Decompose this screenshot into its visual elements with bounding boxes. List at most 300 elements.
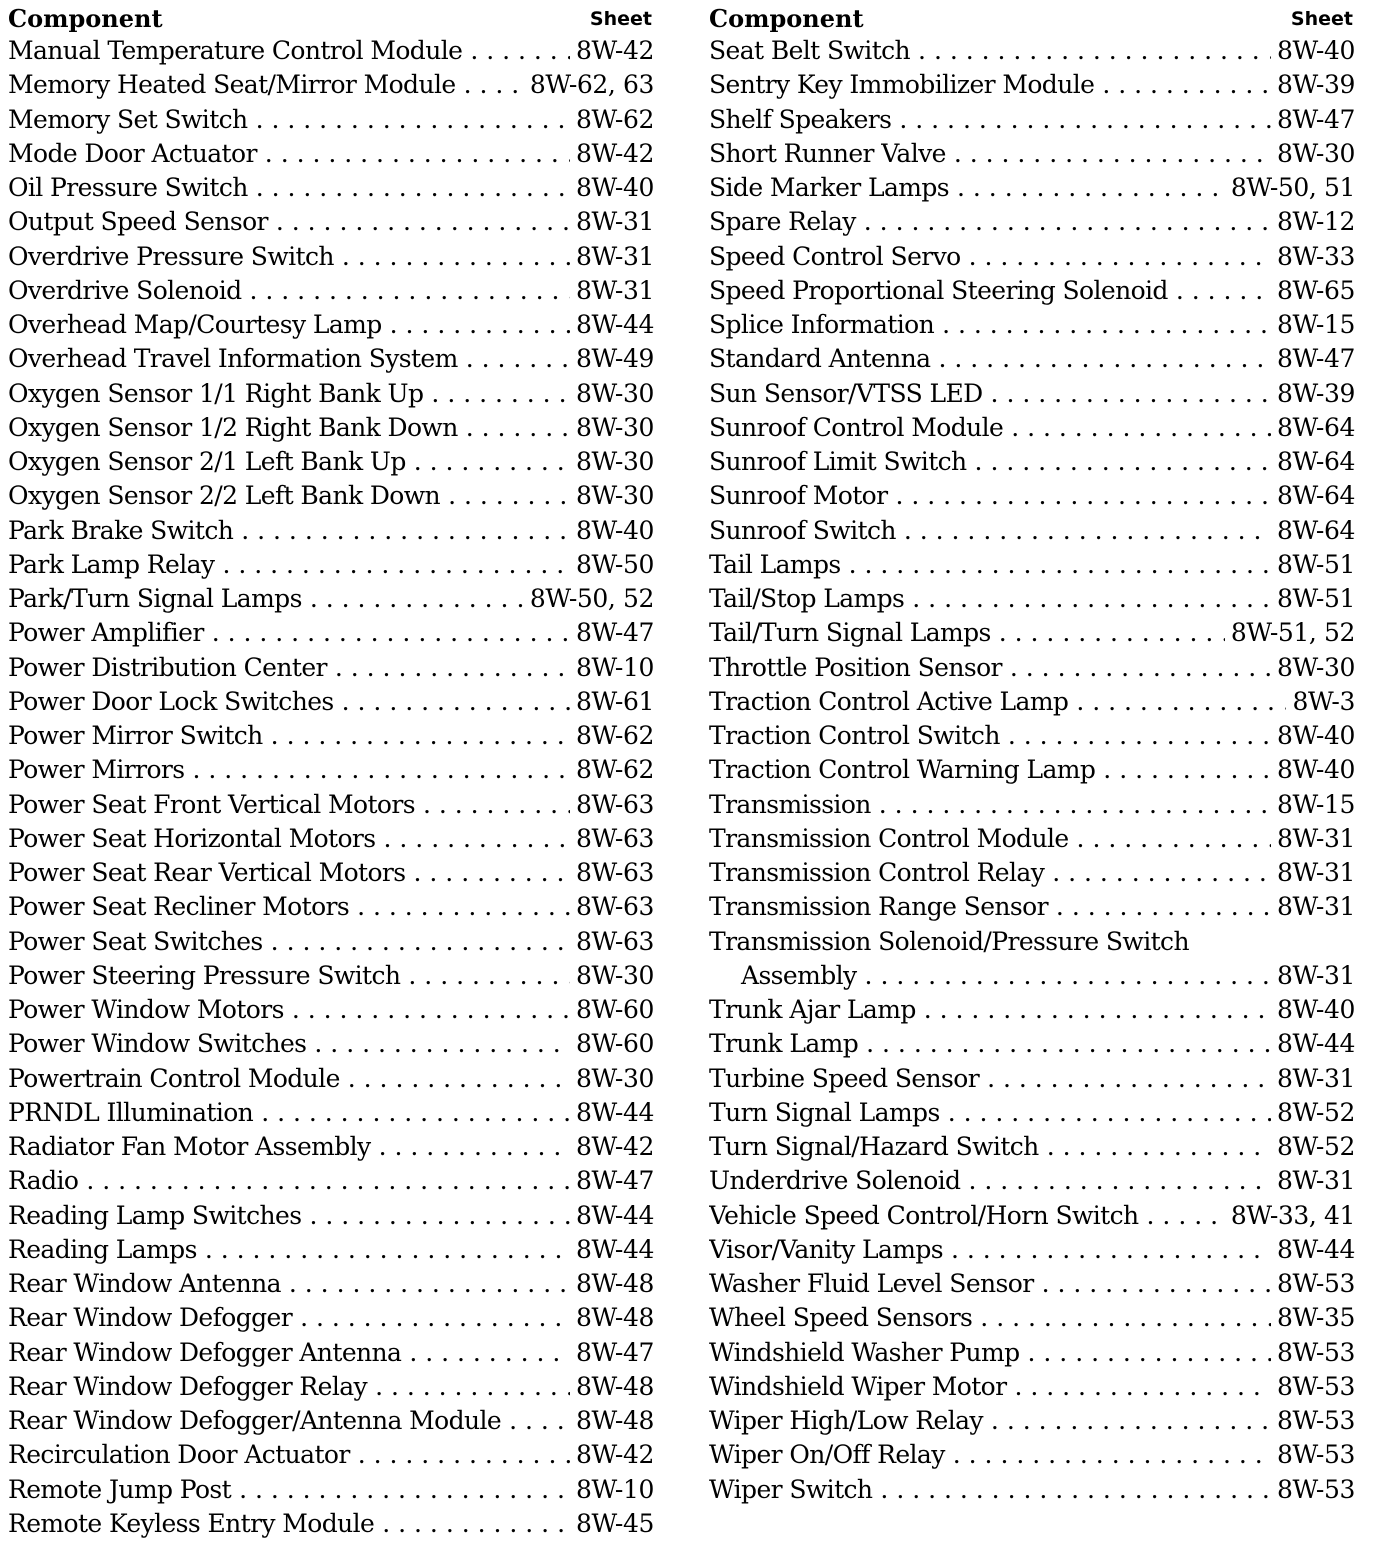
dot-leader	[271, 925, 570, 959]
component-name: Park/Turn Signal Lamps	[8, 584, 302, 613]
index-entry	[8, 856, 654, 890]
sheet-header: Sheet	[1290, 8, 1353, 30]
dot-leader	[470, 34, 570, 68]
dot-leader	[265, 137, 570, 171]
dot-leader	[256, 171, 570, 205]
dot-leader	[212, 616, 570, 650]
index-entry	[709, 1473, 1355, 1507]
index-entry	[709, 753, 1355, 787]
index-entry	[8, 377, 654, 411]
dot-leader	[390, 308, 570, 342]
component-name: Oxygen Sensor 1/1 Right Bank Up	[8, 378, 424, 408]
sheet-number: 8W-35	[1276, 1303, 1355, 1333]
dot-leader	[1076, 685, 1286, 719]
index-entry	[709, 719, 1355, 753]
component-name: Radio	[8, 1166, 79, 1196]
dot-leader	[866, 1027, 1271, 1061]
index-entry	[709, 1336, 1355, 1370]
dot-leader	[466, 411, 570, 445]
index-entry	[709, 1404, 1355, 1438]
index-entry	[8, 514, 654, 548]
dot-leader	[384, 822, 570, 856]
index-entry	[709, 651, 1355, 685]
sheet-number: 8W-53	[1276, 1440, 1355, 1470]
dot-leader	[379, 1130, 570, 1164]
sheet-number: 8W-31	[1276, 1166, 1355, 1196]
sheet-number: 8W-30	[575, 481, 654, 511]
index-entry	[709, 582, 1355, 616]
dot-leader	[292, 993, 570, 1027]
index-entry	[709, 240, 1355, 274]
dot-leader	[300, 1301, 570, 1335]
component-name: Remote Jump Post	[8, 1474, 232, 1504]
left-column-header	[8, 4, 654, 34]
right-entry-list	[709, 34, 1355, 1507]
component-name: Rear Window Defogger/Antenna Module	[8, 1406, 502, 1435]
component-name: Traction Control Warning Lamp	[709, 755, 1096, 785]
index-entry	[8, 1130, 654, 1164]
left-column	[8, 4, 654, 1541]
dot-leader	[918, 34, 1271, 68]
index-entry	[709, 308, 1355, 342]
component-name: Speed Control Servo	[709, 241, 961, 271]
sheet-number: 8W-44	[1276, 1234, 1355, 1264]
index-entry	[8, 890, 654, 924]
dot-leader	[256, 103, 570, 137]
component-name: Sunroof Limit Switch	[709, 447, 967, 476]
dot-leader	[222, 548, 569, 582]
dot-leader	[348, 1062, 570, 1096]
sheet-number: 8W-61	[575, 686, 654, 716]
index-entry	[709, 34, 1355, 68]
component-name: Rear Window Defogger Antenna	[8, 1337, 402, 1367]
dot-leader	[951, 1233, 1271, 1267]
index-entry	[8, 1096, 654, 1130]
sheet-number: 8W-64	[1276, 481, 1355, 511]
component-name: Power Distribution Center	[8, 652, 327, 682]
sheet-number: 8W-50, 51	[1230, 173, 1355, 202]
dot-leader	[1014, 1370, 1270, 1404]
component-name: Sunroof Switch	[709, 515, 896, 545]
index-entry	[709, 1301, 1355, 1335]
index-entry	[709, 205, 1355, 239]
index-entry	[709, 1267, 1355, 1301]
sheet-number: 8W-64	[1276, 412, 1355, 442]
dot-leader	[1028, 1336, 1271, 1370]
component-name: Transmission Control Relay	[709, 858, 1045, 887]
index-entry	[709, 925, 1355, 959]
index-entry	[8, 616, 654, 650]
component-name-continuation: Assembly	[741, 960, 857, 990]
dot-leader	[358, 1438, 570, 1472]
dot-leader	[865, 959, 1271, 993]
dot-leader	[991, 377, 1271, 411]
sheet-number: 8W-60	[575, 995, 654, 1024]
sheet-number: 8W-53	[1276, 1269, 1355, 1298]
index-entry	[709, 377, 1355, 411]
component-name: Rear Window Defogger Relay	[8, 1371, 368, 1401]
sheet-number: 8W-51, 52	[1230, 618, 1355, 648]
index-entry	[8, 753, 654, 787]
sheet-number: 8W-40	[1276, 755, 1355, 785]
dot-leader	[904, 514, 1271, 548]
sheet-number: 8W-48	[575, 1406, 654, 1435]
sheet-number: 8W-15	[1276, 789, 1355, 819]
index-entry	[8, 1301, 654, 1335]
sheet-number: 8W-30	[575, 447, 654, 476]
component-name: Power Steering Pressure Switch	[8, 960, 401, 990]
component-name: Washer Fluid Level Sensor	[709, 1269, 1034, 1298]
sheet-number: 8W-31	[575, 275, 654, 305]
index-entry	[8, 959, 654, 993]
component-name: Output Speed Sensor	[8, 207, 268, 237]
component-name: Tail Lamps	[709, 549, 841, 579]
sheet-number: 8W-62	[575, 721, 654, 750]
sheet-number: 8W-12	[1276, 207, 1355, 237]
sheet-number: 8W-40	[575, 173, 654, 202]
dot-leader	[879, 788, 1271, 822]
dot-leader	[880, 1473, 1271, 1507]
component-name: Reading Lamps	[8, 1234, 197, 1264]
sheet-number: 8W-42	[575, 138, 654, 168]
index-entry	[8, 240, 654, 274]
sheet-number: 8W-30	[1276, 652, 1355, 682]
dot-leader	[431, 377, 570, 411]
sheet-number: 8W-42	[575, 1440, 654, 1470]
component-name: Turbine Speed Sensor	[709, 1063, 980, 1093]
component-name: Wiper High/Low Relay	[709, 1406, 983, 1435]
sheet-number: 8W-64	[1276, 447, 1355, 476]
dot-leader	[980, 1301, 1271, 1335]
index-entry	[8, 1507, 654, 1541]
component-name: Park Lamp Relay	[8, 549, 215, 579]
sheet-number: 8W-47	[575, 618, 654, 648]
component-name: Vehicle Speed Control/Horn Switch	[709, 1200, 1139, 1230]
dot-leader	[864, 205, 1271, 239]
sheet-number: 8W-39	[1276, 378, 1355, 408]
dot-leader	[939, 342, 1271, 376]
component-name: Sun Sensor/VTSS LED	[709, 378, 983, 408]
sheet-number: 8W-47	[1276, 104, 1355, 134]
component-name: Side Marker Lamps	[709, 173, 950, 202]
sheet-number: 8W-3	[1292, 686, 1355, 716]
index-entry	[8, 68, 654, 102]
sheet-number: 8W-63	[575, 789, 654, 819]
dot-leader	[1047, 1130, 1271, 1164]
dot-leader	[953, 1438, 1271, 1472]
index-entry	[709, 1370, 1355, 1404]
sheet-number: 8W-62	[575, 755, 654, 785]
index-entry	[8, 274, 654, 308]
sheet-number: 8W-30	[1276, 138, 1355, 168]
component-header: Component	[8, 4, 163, 33]
index-entry	[8, 822, 654, 856]
dot-leader	[409, 1336, 570, 1370]
dot-leader	[1011, 411, 1271, 445]
component-name: Memory Set Switch	[8, 104, 248, 134]
sheet-number: 8W-51	[1276, 584, 1355, 613]
index-entry	[709, 890, 1355, 924]
dot-leader	[948, 1096, 1271, 1130]
sheet-number: 8W-33	[1276, 241, 1355, 271]
component-name: Power Door Lock Switches	[8, 686, 334, 716]
dot-leader	[271, 719, 570, 753]
component-name: Shelf Speakers	[709, 104, 892, 134]
sheet-number: 8W-44	[1276, 1029, 1355, 1059]
sheet-number: 8W-44	[575, 1200, 654, 1230]
sheet-number: 8W-60	[575, 1029, 654, 1059]
dot-leader	[1056, 890, 1271, 924]
component-name: Visor/Vanity Lamps	[709, 1234, 943, 1264]
component-name: Transmission Control Module	[709, 823, 1069, 853]
dot-leader	[310, 582, 524, 616]
index-entry	[709, 479, 1355, 513]
sheet-number: 8W-31	[1276, 823, 1355, 853]
index-entry	[709, 1438, 1355, 1472]
component-name: Power Seat Rear Vertical Motors	[8, 858, 406, 887]
dot-leader	[1010, 651, 1271, 685]
dot-leader	[314, 1027, 570, 1061]
sheet-number: 8W-62, 63	[529, 70, 654, 100]
index-entry	[8, 788, 654, 822]
component-name: Transmission Solenoid/Pressure Switch	[709, 926, 1189, 956]
sheet-number: 8W-62	[575, 104, 654, 134]
index-entry	[8, 445, 654, 479]
dot-leader	[509, 1404, 570, 1438]
dot-leader	[999, 616, 1225, 650]
component-name: Overhead Map/Courtesy Lamp	[8, 310, 382, 339]
index-entry	[709, 788, 1355, 822]
component-name: Underdrive Solenoid	[709, 1166, 961, 1196]
component-name: Windshield Wiper Motor	[709, 1371, 1007, 1401]
sheet-number: 8W-63	[575, 823, 654, 853]
dot-leader	[205, 1233, 570, 1267]
dot-leader	[969, 240, 1271, 274]
index-entry	[8, 205, 654, 239]
sheet-number: 8W-31	[1276, 858, 1355, 887]
dot-leader	[276, 205, 570, 239]
index-entry	[709, 68, 1355, 102]
sheet-number: 8W-40	[1276, 721, 1355, 750]
component-name: Overdrive Solenoid	[8, 275, 242, 305]
dot-leader	[357, 890, 570, 924]
component-name: Trunk Ajar Lamp	[709, 995, 916, 1024]
sheet-number: 8W-33, 41	[1230, 1200, 1355, 1230]
sheet-number: 8W-39	[1276, 70, 1355, 100]
dot-leader	[1077, 822, 1271, 856]
index-entry	[8, 1027, 654, 1061]
index-entry	[8, 1164, 654, 1198]
component-name: Transmission	[709, 789, 871, 819]
sheet-number: 8W-50	[575, 549, 654, 579]
index-entry	[8, 479, 654, 513]
index-entry	[709, 274, 1355, 308]
component-name: Power Window Switches	[8, 1029, 307, 1059]
component-name: Oxygen Sensor 2/2 Left Bank Down	[8, 481, 441, 511]
component-name: Radiator Fan Motor Assembly	[8, 1132, 371, 1161]
index-entry	[8, 103, 654, 137]
dot-leader	[464, 68, 524, 102]
index-entry	[709, 1130, 1355, 1164]
index-entry	[8, 651, 654, 685]
sheet-number: 8W-63	[575, 926, 654, 956]
index-entry	[709, 342, 1355, 376]
component-header: Component	[709, 4, 864, 33]
index-entry	[8, 685, 654, 719]
dot-leader	[899, 103, 1271, 137]
index-entry	[8, 1267, 654, 1301]
index-entry	[709, 1096, 1355, 1130]
sheet-header: Sheet	[589, 8, 652, 30]
component-name: Park Brake Switch	[8, 515, 234, 545]
dot-leader	[1103, 753, 1271, 787]
index-entry	[709, 616, 1355, 650]
index-entry	[8, 1199, 654, 1233]
component-name: Rear Window Antenna	[8, 1269, 281, 1298]
index-entry	[709, 685, 1355, 719]
component-name: Power Seat Front Vertical Motors	[8, 789, 415, 819]
dot-leader	[466, 342, 570, 376]
component-name: PRNDL Illumination	[8, 1097, 254, 1127]
component-name: Recirculation Door Actuator	[8, 1440, 350, 1470]
index-entry	[8, 719, 654, 753]
component-name: Tail/Stop Lamps	[709, 584, 905, 613]
dot-leader	[342, 685, 570, 719]
component-name: Wheel Speed Sensors	[709, 1303, 973, 1333]
sheet-number: 8W-45	[575, 1508, 654, 1538]
index-entry	[8, 137, 654, 171]
component-name: Throttle Position Sensor	[709, 652, 1002, 682]
component-name: Power Seat Horizontal Motors	[8, 823, 376, 853]
dot-leader	[289, 1267, 570, 1301]
component-name: Oxygen Sensor 2/1 Left Bank Up	[8, 447, 406, 476]
sheet-number: 8W-31	[1276, 892, 1355, 922]
index-entry	[8, 1370, 654, 1404]
sheet-number: 8W-53	[1276, 1474, 1355, 1504]
index-entry	[8, 308, 654, 342]
component-name: Power Mirrors	[8, 755, 185, 785]
sheet-number: 8W-31	[575, 207, 654, 237]
dot-leader	[1147, 1199, 1225, 1233]
component-name: Traction Control Active Lamp	[709, 686, 1069, 716]
component-name: Power Amplifier	[8, 618, 204, 648]
index-entry	[8, 34, 654, 68]
component-name: Memory Heated Seat/Mirror Module	[8, 70, 456, 100]
sheet-number: 8W-63	[575, 892, 654, 922]
component-name: Seat Belt Switch	[709, 36, 911, 65]
component-name: Wiper Switch	[709, 1474, 873, 1504]
dot-leader	[968, 1164, 1270, 1198]
index-entry	[8, 582, 654, 616]
component-name: Splice Information	[709, 310, 935, 339]
component-name: Tail/Turn Signal Lamps	[709, 618, 991, 648]
dot-leader	[957, 171, 1225, 205]
dot-leader	[241, 514, 570, 548]
index-entry	[709, 1062, 1355, 1096]
component-name: Standard Antenna	[709, 344, 931, 374]
dot-leader	[942, 308, 1271, 342]
sheet-number: 8W-31	[1276, 960, 1355, 990]
sheet-number: 8W-44	[575, 1097, 654, 1127]
sheet-number: 8W-44	[575, 1234, 654, 1264]
index-entry	[8, 1336, 654, 1370]
index-entry	[8, 548, 654, 582]
sheet-number: 8W-48	[575, 1371, 654, 1401]
component-name: Manual Temperature Control Module	[8, 36, 463, 65]
dot-leader	[991, 1404, 1271, 1438]
component-name: Turn Signal/Hazard Switch	[709, 1132, 1039, 1161]
dot-leader	[975, 445, 1271, 479]
index-entry	[709, 856, 1355, 890]
dot-leader	[239, 1473, 570, 1507]
dot-leader	[192, 753, 569, 787]
component-name: Power Seat Recliner Motors	[8, 892, 350, 922]
component-name: Sunroof Motor	[709, 481, 888, 511]
component-name: Trunk Lamp	[709, 1029, 859, 1059]
sheet-number: 8W-48	[575, 1269, 654, 1298]
sheet-number: 8W-53	[1276, 1371, 1355, 1401]
dot-leader	[895, 479, 1270, 513]
index-entry	[8, 342, 654, 376]
sheet-number: 8W-42	[575, 1132, 654, 1161]
sheet-number: 8W-30	[575, 960, 654, 990]
index-entry	[8, 925, 654, 959]
index-entry	[8, 411, 654, 445]
dot-leader	[261, 1096, 570, 1130]
index-entry	[709, 548, 1355, 582]
index-entry	[709, 171, 1355, 205]
component-name: Remote Keyless Entry Module	[8, 1508, 375, 1538]
dot-leader	[1102, 68, 1271, 102]
sheet-number: 8W-31	[575, 241, 654, 271]
component-name: Oxygen Sensor 1/2 Right Bank Down	[8, 412, 458, 442]
sheet-number: 8W-10	[575, 1474, 654, 1504]
index-entry	[8, 1438, 654, 1472]
dot-leader	[414, 856, 570, 890]
sheet-number: 8W-53	[1276, 1337, 1355, 1367]
component-name: Powertrain Control Module	[8, 1063, 340, 1093]
component-name: Spare Relay	[709, 207, 856, 237]
dot-leader	[250, 274, 570, 308]
index-entry	[709, 514, 1355, 548]
sheet-number: 8W-48	[575, 1303, 654, 1333]
sheet-number: 8W-44	[575, 310, 654, 339]
component-name: Reading Lamp Switches	[8, 1200, 302, 1230]
sheet-number: 8W-30	[575, 378, 654, 408]
sheet-number: 8W-47	[575, 1166, 654, 1196]
dot-leader	[1008, 719, 1271, 753]
index-entry	[8, 1473, 654, 1507]
component-name: Traction Control Switch	[709, 721, 1000, 750]
dot-leader	[375, 1370, 570, 1404]
dot-leader	[309, 1199, 570, 1233]
dot-leader	[335, 651, 570, 685]
dot-leader	[408, 959, 570, 993]
component-name: Power Mirror Switch	[8, 721, 263, 750]
index-entry	[709, 445, 1355, 479]
sheet-number: 8W-40	[575, 515, 654, 545]
sheet-number: 8W-42	[575, 36, 654, 65]
index-entry	[8, 1404, 654, 1438]
index-entry	[709, 1199, 1355, 1233]
index-entry	[8, 1062, 654, 1096]
sheet-number: 8W-51	[1276, 549, 1355, 579]
index-entry	[709, 1233, 1355, 1267]
dot-leader	[1052, 856, 1271, 890]
index-entry	[709, 993, 1355, 1027]
index-entry	[8, 993, 654, 1027]
dot-leader	[342, 240, 570, 274]
